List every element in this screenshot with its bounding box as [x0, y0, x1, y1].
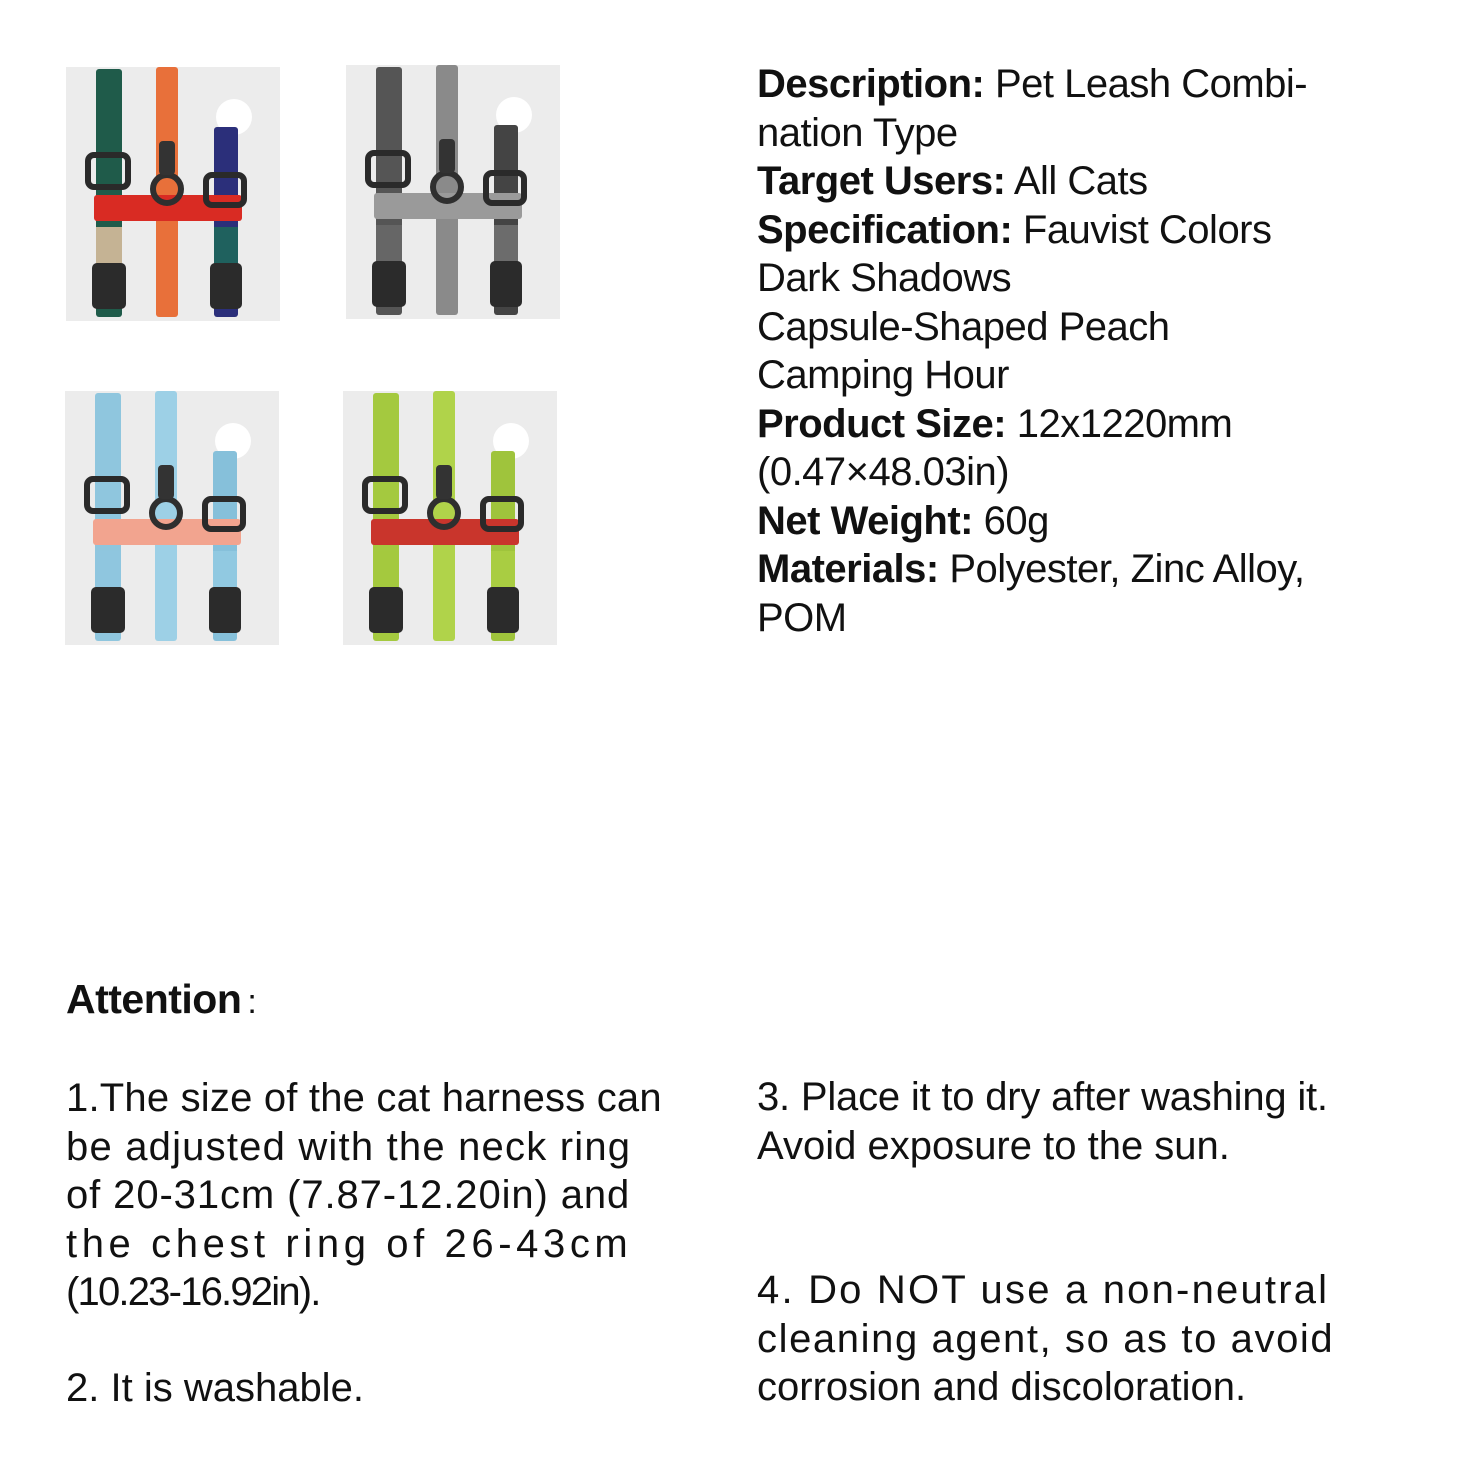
leash-clip	[439, 139, 455, 173]
net-weight-value: 60g	[972, 498, 1049, 543]
note-line: 3. Place it to dry after washing it.	[757, 1075, 1328, 1119]
left-buckle	[92, 263, 126, 309]
attention-heading	[66, 976, 256, 1023]
target-users-line	[757, 157, 1407, 206]
strap-pattern	[376, 225, 402, 265]
specification-value-camping-hour: Camping Hour	[757, 353, 1009, 397]
note-line: the chest ring of 26-43cm	[66, 1221, 633, 1266]
strap-pattern	[95, 551, 121, 591]
specification-line	[757, 206, 1407, 255]
center-strap	[436, 65, 458, 315]
description-line	[757, 60, 1407, 109]
right-buckle	[210, 263, 242, 309]
right-buckle	[209, 587, 241, 633]
description-value-continued: nation Type	[757, 110, 958, 155]
fauvist-colors-harness-image	[66, 67, 280, 321]
camping-hour-harness-image	[343, 391, 557, 645]
left-buckle	[369, 587, 403, 633]
specification-value-capsule-peach: Capsule-Shaped Peach	[757, 304, 1170, 349]
target-users-value: All Cats	[1005, 159, 1148, 203]
dark-shadows-harness-image	[346, 65, 560, 319]
leash-clip	[159, 141, 175, 175]
note-line: be adjusted with the neck ring	[66, 1124, 632, 1169]
center-strap	[433, 391, 455, 641]
note-line: (10.23-16.92in).	[66, 1270, 320, 1314]
product-size-inches: (0.47×48.03in)	[757, 450, 1010, 494]
product-size-label: Product Size:	[757, 401, 1007, 446]
materials-label: Materials:	[757, 547, 939, 591]
attention-note-1	[66, 1074, 716, 1317]
strap-pattern	[494, 225, 518, 265]
materials-value-continued: POM	[757, 595, 847, 640]
product-size-line	[757, 400, 1407, 449]
center-strap	[156, 67, 178, 317]
strap-pattern	[491, 551, 515, 591]
target-users-label: Target Users:	[757, 159, 1006, 203]
note-line: 4. Do NOT use a non-neutral	[757, 1268, 1330, 1312]
center-strap	[155, 391, 177, 641]
materials-line	[757, 545, 1407, 594]
net-weight-label: Net Weight:	[757, 498, 973, 543]
leash-clip	[436, 465, 452, 499]
right-buckle	[490, 261, 522, 307]
leash-clip	[158, 465, 174, 499]
strap-pattern	[373, 551, 399, 591]
attention-title: Attention	[66, 976, 242, 1022]
strap-pattern	[214, 227, 238, 267]
attention-note-4	[757, 1266, 1417, 1412]
note-line: of 20-31cm (7.87-12.20in) and	[66, 1173, 631, 1217]
strap-pattern	[96, 227, 122, 267]
attention-colon: :	[247, 983, 257, 1021]
net-weight-line	[757, 497, 1407, 546]
note-line: cleaning agent, so as to avoid	[757, 1316, 1335, 1361]
note-line: corrosion and discoloration.	[757, 1365, 1247, 1409]
product-specifications	[757, 60, 1407, 642]
specification-value-dark-shadows: Dark Shadows	[757, 256, 1012, 300]
specification-value-fauvist: Fauvist Colors	[1012, 207, 1272, 252]
left-buckle	[372, 261, 406, 307]
materials-value: Polyester, Zinc Alloy,	[938, 547, 1305, 591]
attention-note-2	[66, 1364, 716, 1413]
description-value: Pet Leash Combi-	[984, 62, 1308, 106]
note-line: Avoid exposure to the sun.	[757, 1123, 1230, 1168]
capsule-shaped-peach-harness-image	[65, 391, 279, 645]
note-line: 1.The size of the cat harness can	[66, 1076, 662, 1120]
right-buckle	[487, 587, 519, 633]
note-line: 2. It is washable.	[66, 1366, 364, 1410]
strap-pattern	[213, 551, 237, 591]
specification-label: Specification:	[757, 207, 1013, 252]
description-label: Description:	[757, 62, 985, 106]
attention-note-3	[757, 1073, 1417, 1170]
product-size-value: 12x1220mm	[1006, 401, 1233, 446]
left-buckle	[91, 587, 125, 633]
